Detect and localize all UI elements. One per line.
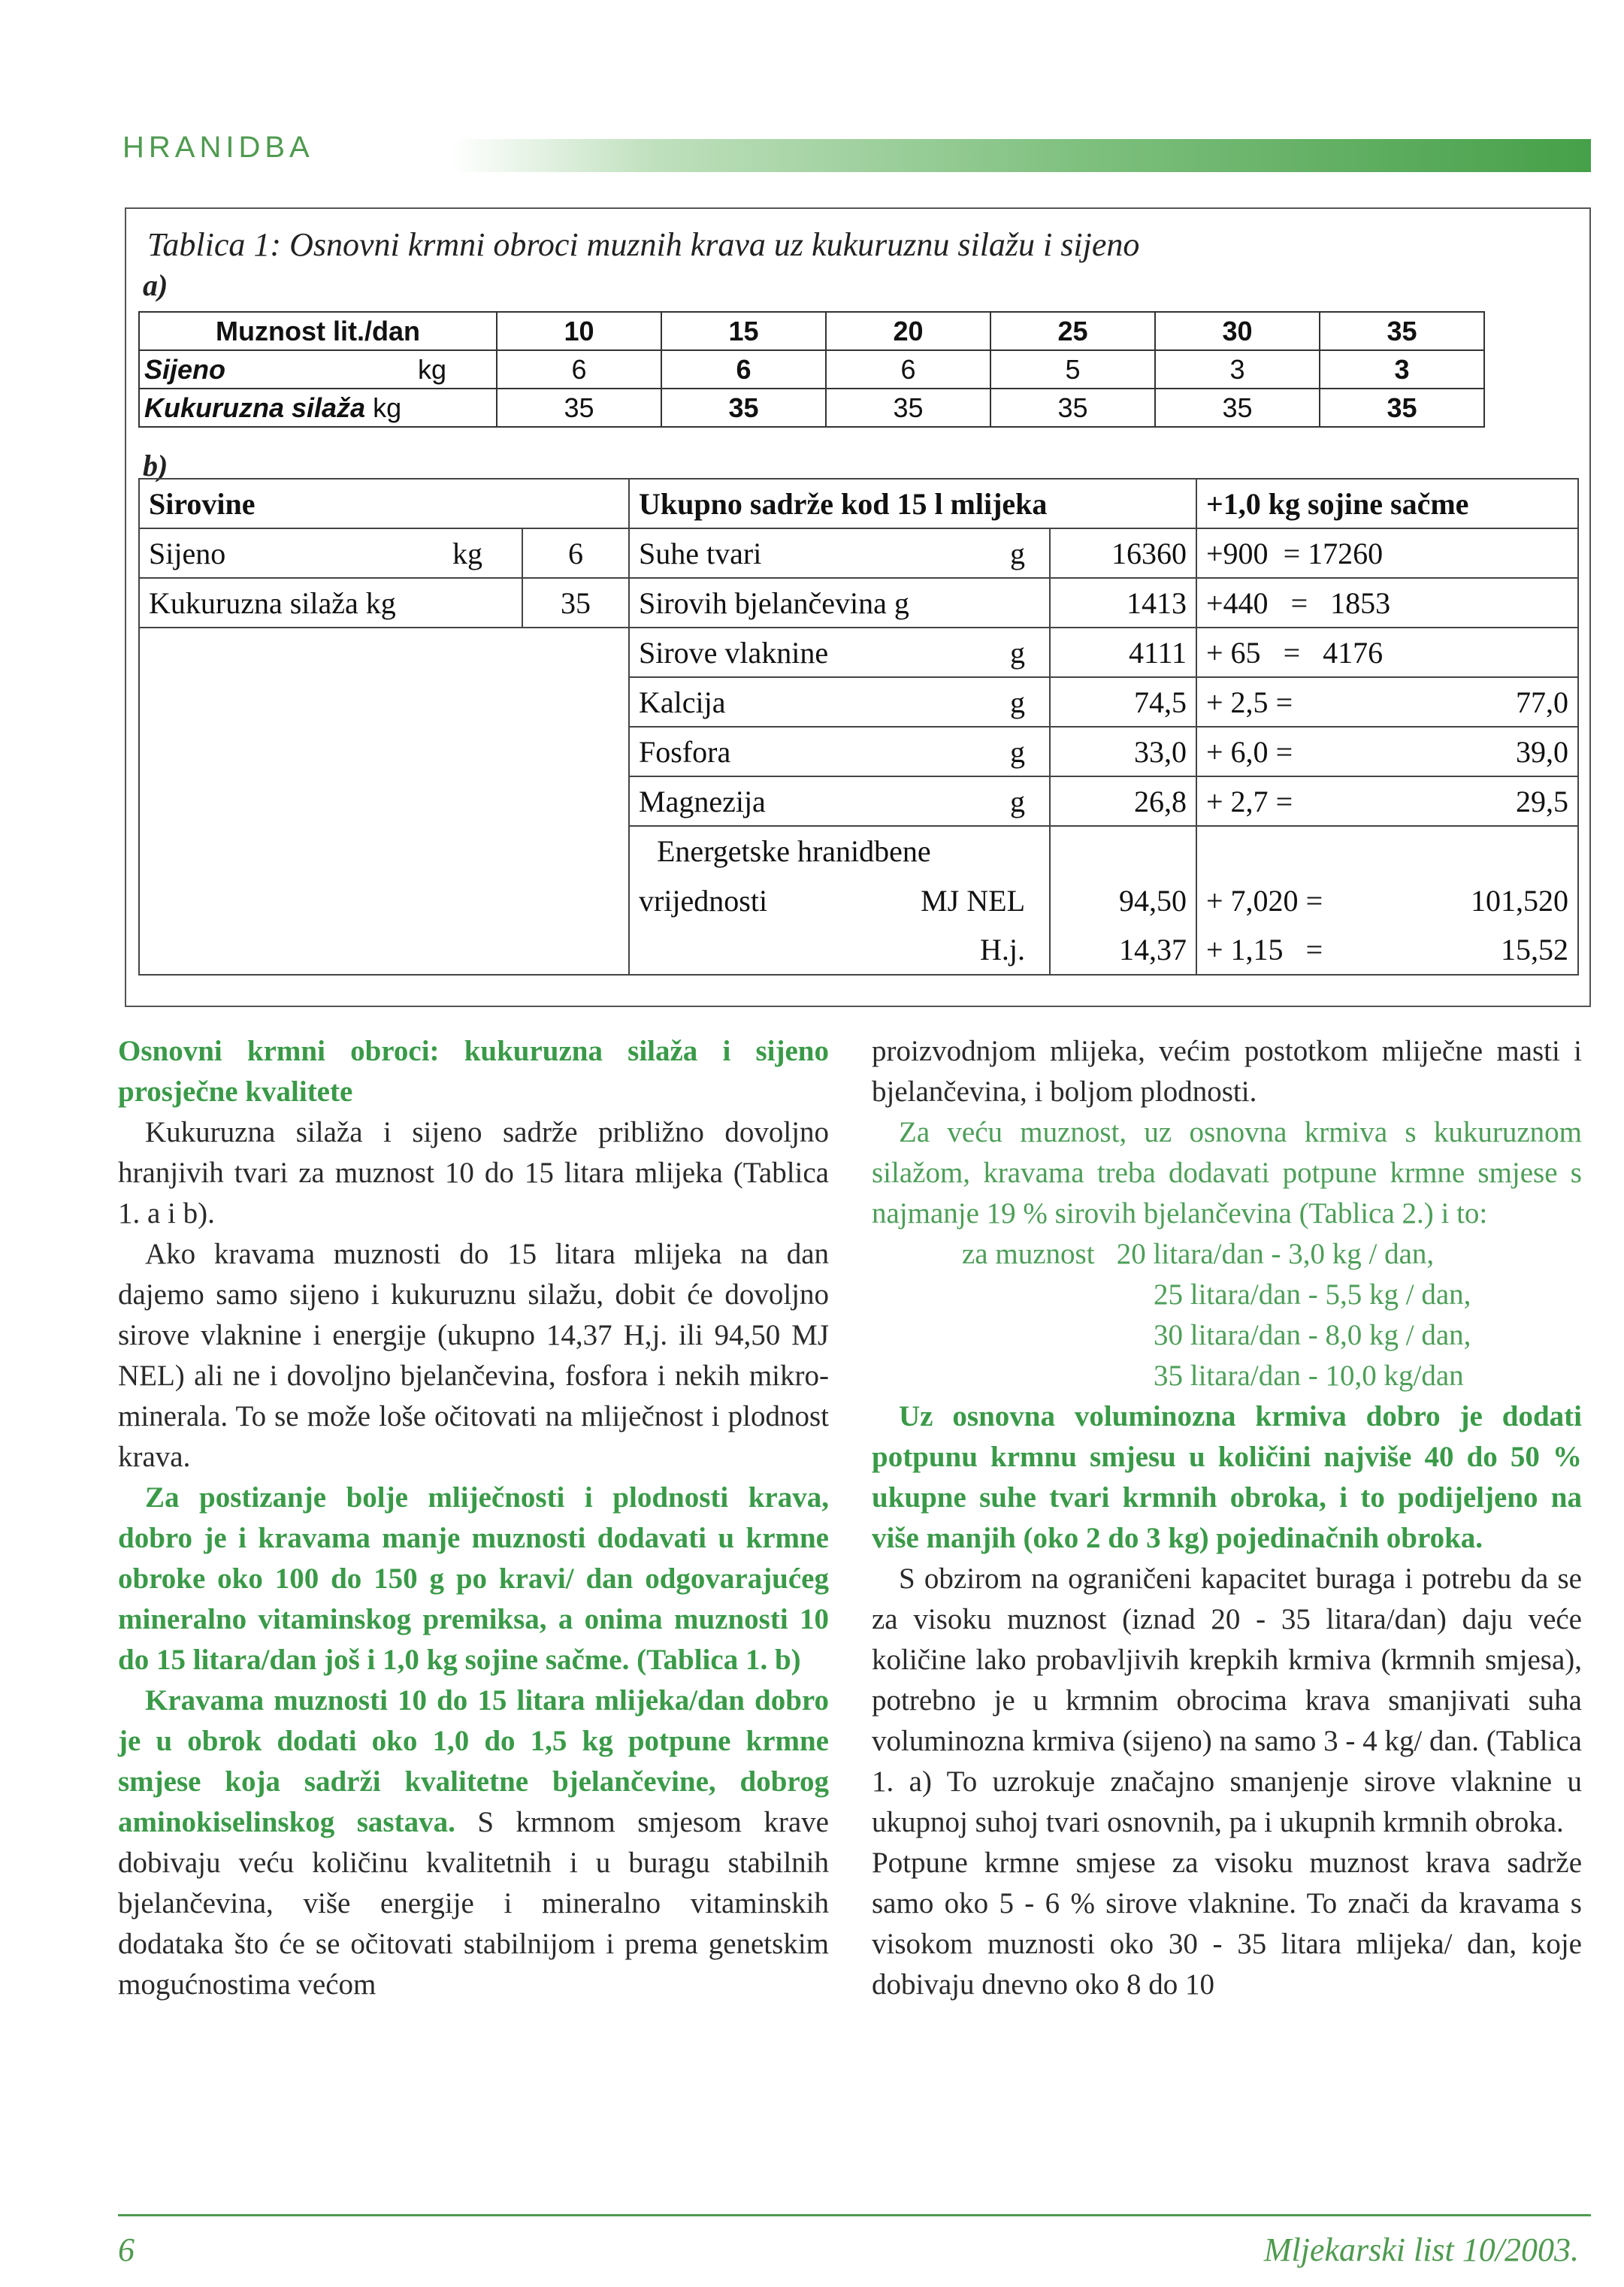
body-text: S krmnom smjesom krave dobivaju veću količinu kvalitetnih i u buragu stabilnih bjelančevina, više energije i mineralno vitaminskih dodataka što će se očitovati stabilnijom i prema genetskim mogućnostima većom [118,1806,829,2001]
dosage-item: 30 litara/dan - 8,0 kg / dan, [1154,1319,1471,1351]
paragraph: Potpune krmne smjese za visoku muznost krava sadrže samo oko 5 - 6 % sirove vlaknine. To znači da kravama s visokom muznosti oko 30 - 35 litara mlijeka/ dan, koje dobivaju dnevno oko 8 do 10 [872,1847,1582,2001]
equals-sign: = [1275,734,1293,769]
equals-sign: = [1290,585,1308,620]
section-heading: Osnovni krmni obroci: kukuruzna silaža i sijeno prosječne kvalitete [118,1035,829,1108]
new-total: 39,0 [1516,734,1568,769]
table-a-row-label [139,389,497,427]
table-a-header-row [139,312,1484,350]
green-paragraph: Za veću muznost, uz osnovna krmiva s kukuruznom silažom, kravama treba dodavati potpune krmne smjese s najmanje 19 % sirovih bjelančevina (Tablica 2.) i to: [872,1116,1582,1230]
energy-unit: MJ NEL [921,883,1025,918]
nutrient-name-cell [629,528,1050,578]
right-column [872,1031,1582,2005]
highlight-paragraph: Za postizanje bolje mliječnosti i plodnosti krava, dobro je i kravama manje muznosti dodavati u krmne obroke oko 100 do 150 g po kravi/ dan odgovarajućeg mineralno vitaminskog premiksa, a onima muznosti 10 do 15 litara/dan još i 1,0 kg sojine sačme. (Tablica 1. b) [118,1481,829,1676]
nutrient-value-cell: 74,5 [1050,677,1196,727]
header-decorative-band [451,139,1591,172]
table-a-header-cell: 30 [1155,312,1320,350]
table-a-label: a) [143,268,168,302]
equals-sign: = [1283,536,1301,570]
nutrient-name: Kalcija [639,685,726,719]
table-b-row [139,628,1578,677]
table-a-cell: 35 [1155,389,1320,427]
table-a-header-cell: 25 [990,312,1155,350]
row-unit: kg [417,353,446,385]
nutrient-name: Magnezija [639,784,766,818]
section-label: HRANIDBA [122,131,314,164]
nutrient-name: Fosfora [639,734,731,769]
nutrient-value-cell: 33,0 [1050,727,1196,776]
table-a-row [139,389,1484,427]
add-amount: + 65 [1206,635,1261,670]
nutrient-name: Sirove vlaknine [639,635,829,670]
equals-sign: = [1283,635,1301,670]
nutrient-value-cell: 26,8 [1050,776,1196,826]
table-b-row [139,528,1578,578]
list-prefix: za muznost [962,1238,1095,1270]
table-a-header-cell: 10 [497,312,661,350]
table-a-header-cell: 15 [661,312,826,350]
highlight-text: Kravama muznosti 10 do 15 litara mlijeka/dan dobro je u obrok dodati oko 1,0 do 1,5 kg potpune krmne smjese koja sadrži kvalitetne bjelančevine, dobrog aminokiselinskog sastava. [118,1684,829,1838]
nutrient-unit: g [894,585,909,620]
add-amount: +440 [1206,585,1269,620]
equals-sign: = [1275,685,1293,719]
new-total: 101,520 [1471,883,1568,918]
table-a-cell: 35 [826,389,990,427]
add-amount: +900 [1206,536,1269,570]
raw-value-cell: 6 [522,528,629,578]
table-a-header-cell: Muznost lit./dan [139,312,497,350]
raw-value-cell: 35 [522,578,629,628]
dosage-item [962,1234,1582,1275]
new-total: 1853 [1330,585,1391,620]
table-a-cell: 6 [497,350,661,389]
nutrient-unit: g [1010,685,1025,719]
page-number: 6 [118,2231,135,2268]
table-a [138,311,1485,428]
nutrient-unit: g [1010,734,1025,769]
table-a-cell: 5 [990,350,1155,389]
nutrient-name-cell [629,727,1050,776]
new-total: 77,0 [1516,685,1568,719]
row-unit: kg [373,392,402,423]
left-column [118,1031,829,2005]
equals-sign: = [1275,784,1293,818]
add-amount: + 1,15 [1206,933,1284,967]
dosage-value: 20 litara/dan - 3,0 kg / dan, [1116,1238,1435,1270]
table-b-row [139,578,1578,628]
table-a-cell: 35 [661,389,826,427]
table-a-cell: 6 [826,350,990,389]
paragraph: Ako kravama muznosti do 15 litara mlijeka na dan dajemo samo sijeno i kukuruznu silažu, dobit će dovoljno sirove vlaknine i energije (ukupno 14,37 H,j. ili 94,50 MJ NEL) ali ne i dovoljno bjelančevina, fosfora i nekih mikro-minerala. To se može loše očitovati na mliječnost i plodnost krava. [118,1238,829,1473]
energy-empty-cell [1196,826,1578,876]
energy-label-cell: Energetske hranidbene [629,826,1050,876]
nutrient-name-cell [629,776,1050,826]
table-a-row-label [139,350,497,389]
table-a-cell: 35 [497,389,661,427]
energy-add-cell [1196,876,1578,925]
table-b-header-total: Ukupno sadrže kod 15 l mlijeka [629,479,1196,528]
table-a-cell: 3 [1155,350,1320,389]
equals-sign: = [1305,933,1323,967]
table-b [138,478,1579,976]
nutrient-add-cell [1196,727,1578,776]
energy-add-cell [1196,925,1578,975]
nutrient-name: Suhe tvari [639,536,762,570]
new-total: 15,52 [1501,933,1568,967]
table-b-header-raw: Sirovine [139,479,629,528]
nutrient-unit: g [1010,635,1025,670]
nutrient-name-cell [629,677,1050,727]
energy-label-cell [629,925,1050,975]
energy-unit: H.j. [980,933,1025,967]
footer-rule [118,2214,1591,2216]
paragraph [118,1680,829,2005]
table-b-header-add: +1,0 kg sojine sačme [1196,479,1578,528]
nutrient-value-cell: 4111 [1050,628,1196,677]
new-total: 4176 [1323,635,1384,670]
equals-sign: = [1305,883,1323,918]
table-a-cell: 35 [990,389,1155,427]
highlight-paragraph: Uz osnovna voluminozna krmiva dobro je dodati potpunu krmnu smjesu u količini najviše 40 do 50 % ukupne suhe tvari krmnih obroka, i to podijeljeno na više manjih (oko 2 do 3 kg) pojedinačnih obroka. [872,1400,1582,1554]
dosage-item: 35 litara/dan - 10,0 kg/dan [1154,1360,1464,1392]
raw-name-cell [139,578,522,628]
nutrient-name: Sirovih bjelančevina [639,585,887,620]
energy-value-cell: 14,37 [1050,925,1196,975]
add-amount: + 6,0 [1206,734,1269,769]
nutrient-name-cell [629,628,1050,677]
nutrient-add-cell [1196,528,1578,578]
raw-name: Kukuruzna silaža [149,585,358,620]
row-name: Kukuruzna silaža [144,392,366,423]
table-a-cell: 35 [1320,389,1484,427]
add-amount: + 2,5 [1206,685,1269,719]
empty-raw-area [139,628,629,975]
table-b-header-row [139,479,1578,528]
row-name: Sijeno [144,353,226,385]
dosage-list [872,1234,1582,1396]
nutrient-add-cell [1196,628,1578,677]
nutrient-add-cell [1196,578,1578,628]
table-b-label: b) [143,449,168,483]
new-total: 17260 [1308,536,1384,570]
nutrient-value-cell: 1413 [1050,578,1196,628]
new-total: 29,5 [1516,784,1568,818]
table-a-header-cell: 35 [1320,312,1484,350]
paragraph: Kukuruzna silaža i sijeno sadrže približno dovoljno hranjivih tvari za muznost 10 do 15 litara mlijeka (Tablica 1. a i b). [118,1116,829,1230]
table-a-cell: 6 [661,350,826,389]
raw-unit: kg [365,585,396,620]
nutrient-name-cell [629,578,1050,628]
raw-name-cell [139,528,522,578]
nutrient-unit: g [1010,536,1025,570]
add-amount: + 2,7 [1206,784,1269,818]
add-amount: + 7,020 [1206,883,1299,918]
paragraph: proizvodnjom mlijeka, većim postotkom mliječne masti i bjelančevina, i boljom plodnosti. [872,1035,1582,1108]
nutrient-value-cell: 16360 [1050,528,1196,578]
nutrient-add-cell [1196,776,1578,826]
table-title: Tablica 1: Osnovni krmni obroci muznih krava uz kukuruznu silažu i sijeno [147,226,1140,263]
energy-label: vrijednosti [639,883,768,918]
raw-unit: kg [452,536,482,570]
journal-name: Mljekarski list 10/2003. [1263,2231,1579,2268]
energy-value-cell: 94,50 [1050,876,1196,925]
nutrient-add-cell [1196,677,1578,727]
energy-label-cell [629,876,1050,925]
energy-empty-cell [1050,826,1196,876]
paragraph: S obzirom na ograničeni kapacitet buraga i potrebu da se za visoku muznost (iznad 20 - 35 litara/dan) daju veće količine lako probavljivih krepkih krmiva (krmnih smjesa), potrebno je u krmnim obrocima krava smanjivati suha voluminozna krmiva (sijeno) na samo 3 - 4 kg/ dan. (Tablica 1. a) To uzrokuje značajno smanjenje sirove vlaknine u ukupnoj suhoj tvari osnovnih, pa i ukupnih krmnih obroka. [872,1562,1582,1838]
raw-name: Sijeno [149,536,226,570]
table-a-header-cell: 20 [826,312,990,350]
table-a-cell: 3 [1320,350,1484,389]
dosage-item: 25 litara/dan - 5,5 kg / dan, [1154,1278,1471,1311]
table-a-row [139,350,1484,389]
nutrient-unit: g [1010,784,1025,818]
